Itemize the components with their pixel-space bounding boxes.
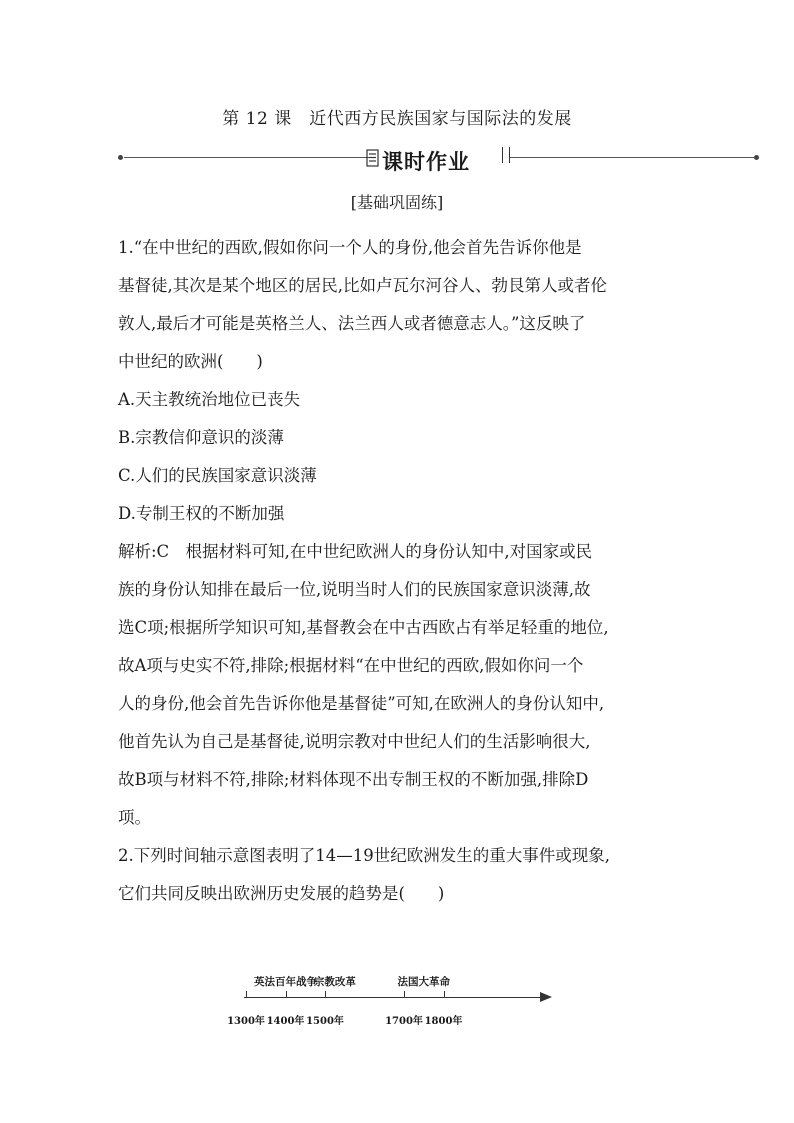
question-2 — [118, 837, 670, 913]
q1-option-d: D.专制王权的不断加强 — [118, 504, 285, 523]
timeline-year-label: 1700年 — [385, 1016, 423, 1027]
lesson-title: 第 12 课 近代西方民族国家与国际法的发展 — [222, 109, 572, 129]
banner-dot-right — [754, 155, 759, 160]
timeline-tick — [286, 991, 287, 997]
q1-option-b: B.宗教信仰意识的淡薄 — [118, 428, 284, 447]
banner-rule-left — [124, 157, 370, 158]
q1-analysis-line: 他首先认为自己是基督徒,说明宗教对中世纪人们的生活影响很大, — [118, 732, 591, 751]
q1-analysis-line: 族的身份认知排在最后一位,说明当时人们的民族国家意识淡薄,故 — [118, 580, 591, 599]
timeline-axis — [244, 997, 544, 998]
banner-dot-left — [118, 155, 123, 160]
banner-rule-right — [510, 157, 754, 158]
question-1 — [118, 229, 670, 837]
timeline-year-label: 1400年 — [266, 1016, 305, 1027]
timeline-year-label: 1500年 — [306, 1016, 344, 1027]
timeline-event-label: 英法百年战争 — [254, 976, 317, 988]
timeline-event-label: 法国大革命 — [397, 976, 450, 988]
q1-analysis-line: 故B项与材料不符,排除;材料体现不出专制王权的不断加强,排除D — [118, 770, 589, 789]
q1-option-a: A.天主教统治地位已丧失 — [118, 390, 301, 409]
q1-stem-line: 1.“在中世纪的西欧,假如你问一个人的身份,他会首先告诉你他是 — [118, 238, 582, 257]
question-content — [118, 229, 670, 913]
timeline-tick — [444, 991, 445, 997]
q2-stem-line: 它们共同反映出欧洲历史发展的趋势是( ) — [118, 884, 445, 903]
banner-label: 课时作业 — [382, 150, 470, 174]
q1-stem-line: 基督徒,其次是某个地区的居民,比如卢瓦尔河谷人、勃艮第人或者伦 — [118, 276, 607, 295]
q1-analysis-line: 解析:C 根据材料可知,在中世纪欧洲人的身份认知中,对国家或民 — [118, 542, 593, 561]
q1-stem-line: 敦人,最后才可能是英格兰人、法兰西人或者德意志人。”这反映了 — [118, 314, 586, 333]
timeline-arrowhead — [540, 992, 552, 1002]
timeline-tick — [246, 991, 247, 997]
q1-analysis-line: 故A项与史实不符,排除;根据材料“在中世纪的西欧,假如你问一个 — [118, 656, 584, 675]
q1-analysis-line: 人的身份,他会首先告诉你他是基督徒”可知,在欧洲人的身份认知中, — [118, 694, 605, 713]
q1-analysis-line: 选C项;根据所学知识可知,基督教会在中古西欧占有举足轻重的地位, — [118, 618, 609, 637]
book-icon — [366, 149, 380, 167]
q1-analysis-line: 项。 — [118, 808, 151, 827]
timeline-tick — [325, 991, 326, 997]
timeline-tick — [404, 991, 405, 997]
subsection-heading: [基础巩固练] — [350, 193, 444, 212]
timeline-year-label: 1800年 — [424, 1016, 463, 1027]
banner-end-mark — [502, 147, 510, 163]
q1-stem-line: 中世纪的欧洲( ) — [118, 352, 263, 371]
q2-stem-line: 2.下列时间轴示意图表明了14—19世纪欧洲发生的重大事件或现象, — [118, 846, 610, 865]
timeline-diagram — [227, 968, 562, 1034]
timeline-event-label: 宗教改革 — [313, 976, 356, 988]
q1-option-c: C.人们的民族国家意识淡薄 — [118, 466, 317, 485]
timeline-year-label: 1300年 — [227, 1016, 265, 1027]
section-banner — [118, 144, 760, 174]
